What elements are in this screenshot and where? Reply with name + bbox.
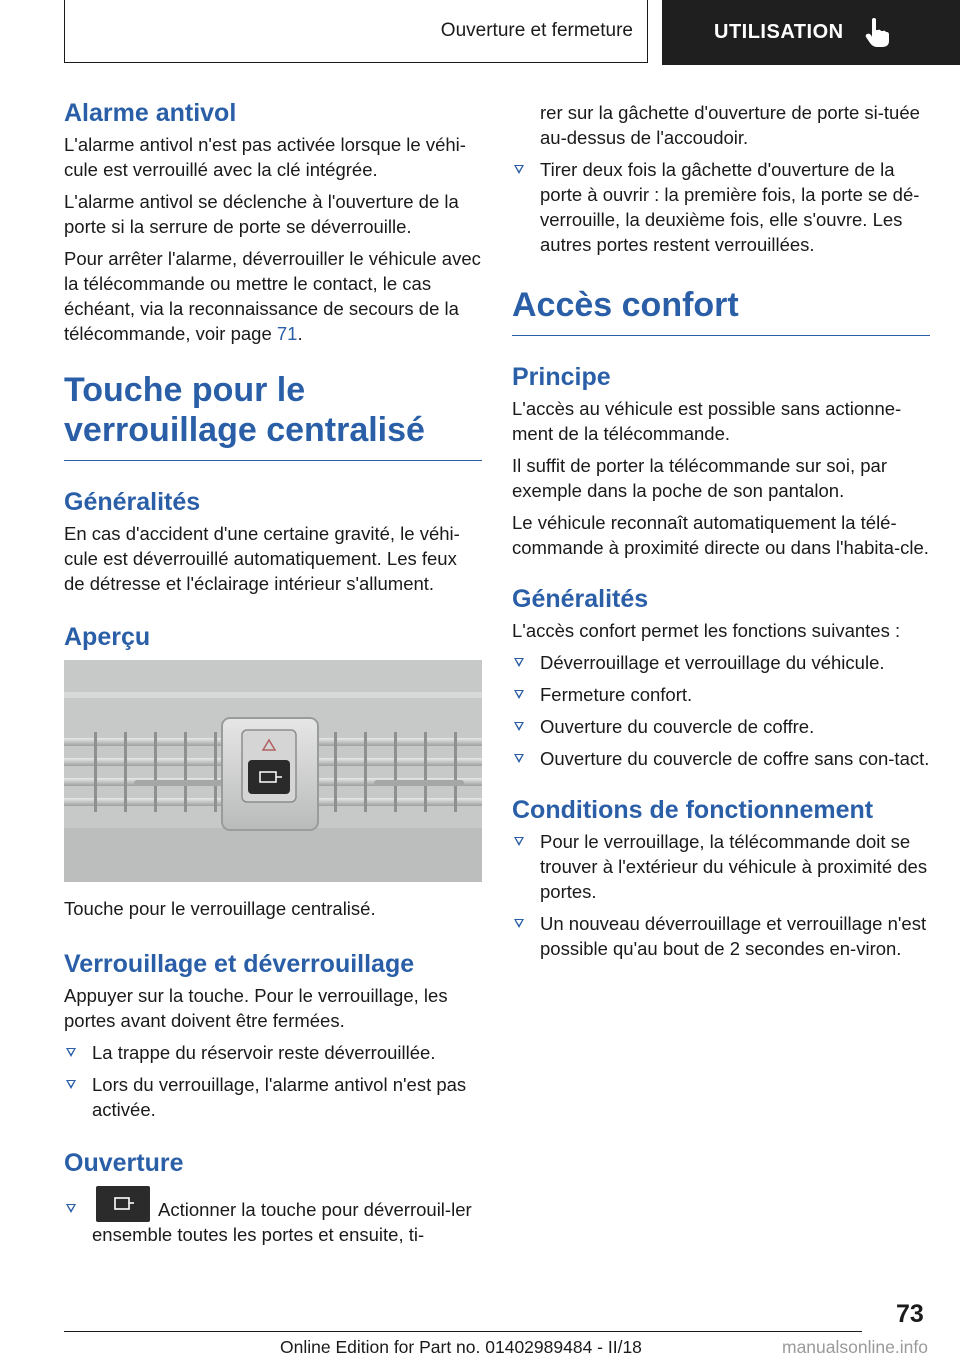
air-vent-illustration (64, 660, 482, 882)
right-column (512, 100, 930, 968)
list-item-text: Actionner la touche pour déverrouil‐ler ensemble toutes les portes et ensuite, ti‐ (92, 1199, 472, 1245)
list-item-text: Ouverture du couvercle de coffre sans con‐tact. (540, 748, 930, 769)
opening-heading: Ouverture (64, 1149, 184, 1177)
triangle-bullet-icon (514, 919, 524, 928)
principle-heading: Principe (512, 363, 611, 391)
triangle-bullet-icon (66, 1048, 76, 1057)
opening-list (64, 1182, 482, 1247)
chapter-tab (662, 0, 960, 65)
comfort-functions-list (512, 650, 930, 771)
list-item-text: Déverrouillage et verrouillage du véhicule. (540, 652, 885, 673)
comfort-generalities-heading: Généralités (512, 585, 649, 613)
list-item-text: Ouverture du couvercle de coffre. (540, 716, 815, 737)
lock-unlock-list (64, 1040, 482, 1122)
list-item (512, 650, 930, 675)
opening-list-cont (512, 157, 930, 257)
triangle-bullet-icon (514, 658, 524, 667)
triangle-bullet-icon (66, 1204, 76, 1213)
comfort-access-heading: Accès confort (512, 286, 739, 324)
central-lock-heading: Touche pour le verrouillage centralisé (64, 371, 425, 449)
principle-paragraph-1: L'accès au véhicule est possible sans actionne‐ment de la télécommande. (512, 398, 902, 444)
watermark-site: manualsonline.info (782, 1337, 928, 1357)
list-item (512, 746, 930, 771)
list-item (512, 157, 930, 257)
chapter-title: UTILISATION (714, 21, 844, 43)
conditions-heading: Conditions de fonctionnement (512, 796, 874, 824)
figure-caption: Touche pour le verrouillage centralisé. (64, 898, 376, 919)
list-item (512, 682, 930, 707)
triangle-bullet-icon (514, 165, 524, 174)
section-divider (64, 460, 482, 461)
list-item (64, 1182, 482, 1247)
comfort-generalities-paragraph: L'accès confort permet les fonctions suivantes : (512, 620, 901, 641)
list-item-text: La trappe du réservoir reste déverrouillée. (92, 1042, 436, 1063)
list-item (512, 911, 930, 961)
generalities-heading: Généralités (64, 488, 201, 516)
list-item-text: Pour le verrouillage, la télécommande doit se trouver à l'extérieur du véhicule à proximité des portes. (540, 831, 928, 902)
section-title: Ouverture et fermeture (440, 20, 633, 41)
footer-divider (64, 1331, 862, 1332)
generalities-paragraph: En cas d'accident d'une certaine gravité, le véhi‐cule est déverrouillé automatiquement. Les feux de détresse et l'éclairage intérieur s'allument. (64, 523, 460, 594)
triangle-bullet-icon (514, 837, 524, 846)
list-item (64, 1040, 482, 1065)
list-item (512, 829, 930, 904)
list-item-text: Tirer deux fois la gâchette d'ouverture de la porte à ouvrir : la première fois, la porte se dé‐verrouille, la deuxième fois, elle s'ouvre. Les autres portes restent verrouillées. (540, 159, 920, 255)
list-item (512, 714, 930, 739)
page-link-71[interactable]: 71 (276, 323, 298, 344)
lock-unlock-heading: Verrouillage et déverrouillage (64, 950, 415, 978)
page-header (64, 0, 960, 65)
principle-paragraph-3: Le véhicule reconnaît automatiquement la télé‐commande à proximité directe ou dans l'habita‐cle. (512, 512, 929, 558)
alarm-paragraph-1: L'alarme antivol n'est pas activée lorsque le véhi‐cule est verrouillé avec la clé intégrée. (64, 134, 466, 180)
section-tab (64, 0, 648, 63)
alarm-paragraph-2: L'alarme antivol se déclenche à l'ouverture de la porte si la serrure de porte se déverrouille. (64, 191, 459, 237)
alarm-paragraph-3 (64, 246, 482, 346)
alarm-paragraph-3-text: Pour arrêter l'alarme, déverrouiller le véhicule avec la télécommande ou mettre le contact, le cas échéant, via la reconnaissance de secours de la télécommande, voir page (64, 248, 481, 344)
lock-unlock-paragraph: Appuyer sur la touche. Pour le verrouillage, les portes avant doivent être fermées. (64, 985, 448, 1031)
conditions-list (512, 829, 930, 961)
edition-note: Online Edition for Part no. 01402989484 - II/18 (280, 1337, 642, 1357)
door-unlock-key-icon (96, 1186, 150, 1222)
page-number: 73 (896, 1300, 924, 1328)
central-lock-button-photo (64, 660, 482, 882)
list-item-text: Fermeture confort. (540, 684, 693, 705)
triangle-bullet-icon (66, 1080, 76, 1089)
overview-heading: Aperçu (64, 623, 151, 651)
triangle-bullet-icon (514, 754, 524, 763)
section-divider (512, 335, 930, 336)
list-item (64, 1072, 482, 1122)
list-item-text: Un nouveau déverrouillage et verrouillage n'est possible qu'au bout de 2 secondes en‐viron. (540, 913, 927, 959)
triangle-bullet-icon (514, 690, 524, 699)
triangle-bullet-icon (514, 722, 524, 731)
principle-paragraph-2: Il suffit de porter la télécommande sur soi, par exemple dans la poche de son pantalon. (512, 455, 887, 501)
alarm-heading: Alarme antivol (64, 99, 237, 127)
list-item-text: Lors du verrouillage, l'alarme antivol n'est pas activée. (92, 1074, 467, 1120)
pointing-hand-icon (864, 18, 890, 48)
opening-item-continuation: rer sur la gâchette d'ouverture de porte si‐tuée au-dessus de l'accoudoir. (540, 102, 920, 148)
alarm-paragraph-3-end: . (297, 323, 303, 344)
left-column (64, 96, 482, 1254)
